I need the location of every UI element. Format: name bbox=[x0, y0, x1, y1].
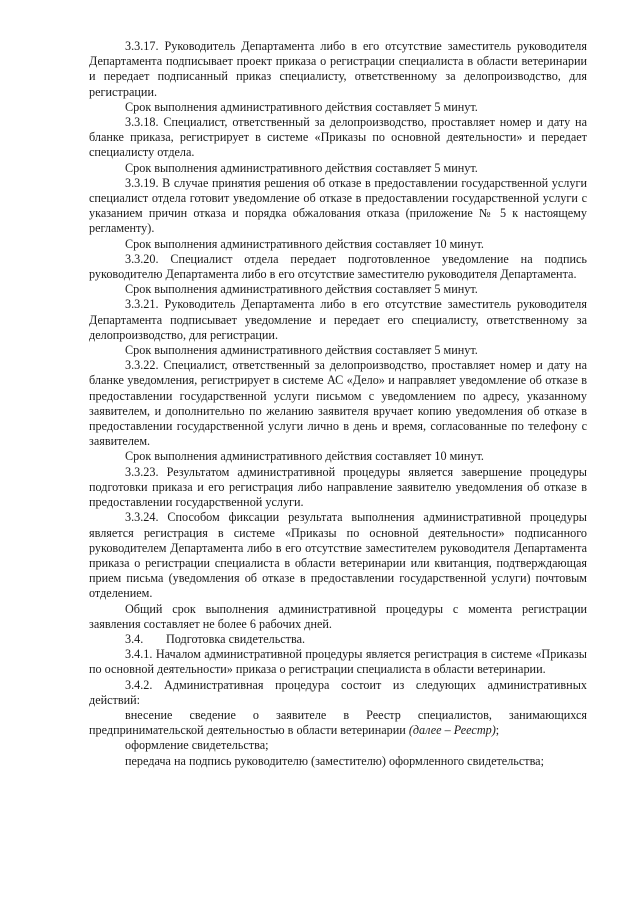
paragraph-3-3-20: 3.3.20. Специалист отдела передает подготовленное уведомление на подпись руководителю Департамента либо в его отсутствие заместителю руководителя Департамента. bbox=[89, 251, 587, 282]
paragraph-3-3-22: 3.3.22. Специалист, ответственный за делопроизводство, проставляет номер и дату на бланке уведомления, регистрирует в системе АС «Дело» и направляет уведомление об отказе в предоставлении государственной услуги письмом с уведомлением по адресу, указанному заявителем, и дополнительно по желанию заявителя вручает копию уведомления об отказе в предоставлении государственной услуги лично в день и время, согласованные по телефону с заявителем. bbox=[89, 358, 587, 449]
paragraph-3-3-23: 3.3.23. Результатом административной процедуры является завершение процедуры подготовки приказа и его регистрация либо направление заявителю уведомления об отказе в предоставлении государственной услуги. bbox=[89, 464, 587, 510]
paragraph-3-4-1: 3.4.1. Началом административной процедуры является регистрация в системе «Приказы по основной деятельности» приказа о регистрации специалиста в области ветеринарии. bbox=[89, 647, 587, 677]
paragraph-deadline: Срок выполнения административного действия составляет 10 минут. bbox=[125, 449, 484, 464]
paragraph-deadline: Срок выполнения административного действия составляет 5 минут. bbox=[125, 343, 478, 358]
paragraph-3-3-18: 3.3.18. Специалист, ответственный за делопроизводство, проставляет номер и дату на бланке приказа, регистрирует в системе «Приказы по основной деятельности» и передает специалисту отдела. bbox=[89, 115, 587, 160]
section-number: 3.4. bbox=[125, 631, 144, 646]
paragraph-3-4-2: 3.4.2. Административная процедура состоит из следующих административных действий: bbox=[89, 677, 587, 707]
list-item-signature: передача на подпись руководителю (заместителю) оформленного свидетельства; bbox=[125, 753, 544, 768]
list-item-certificate: оформление свидетельства; bbox=[125, 738, 269, 753]
paragraph-deadline: Срок выполнения административного действия составляет 5 минут. bbox=[125, 99, 478, 114]
list-item-registry-punct: ; bbox=[495, 723, 500, 738]
paragraph-deadline: Срок выполнения административного действия составляет 10 минут. bbox=[125, 236, 484, 251]
section-title: Подготовка свидетельства. bbox=[166, 631, 306, 646]
paragraph-3-3-21: 3.3.21. Руководитель Департамента либо в его отсутствие заместитель руководителя Департамента подписывает уведомление и передает его специалисту, ответственному за делопроизводство, для регистрации. bbox=[89, 297, 587, 342]
paragraph-3-3-19: 3.3.19. В случае принятия решения об отказе в предоставлении государственной услуги специалист отдела готовит уведомление об отказе в предоставлении государственной услуги с указанием причин отказа и порядка обжалования отказа (приложение № 5 к настоящему регламенту). bbox=[89, 175, 587, 236]
paragraph-deadline: Срок выполнения административного действия составляет 5 минут. bbox=[125, 282, 478, 297]
list-item-registry-text: внесение сведение о заявителе в Реестр специалистов, занимающихся предпринимательской деятельностью в области ветеринарии bbox=[89, 707, 587, 738]
section-heading bbox=[89, 632, 587, 647]
paragraph-3-3-24: 3.3.24. Способом фиксации результата выполнения административной процедуры является регистрация в системе «Приказы по основной деятельности» подписанного руководителем Департамента либо в его отсутствие заместителем руководителя Департамента приказа о регистрации специалиста в области ветеринарии или квитанция, подтверждающая прием письма (уведомления об отказе в предоставлении государственной услуги) почтовым отделением. bbox=[89, 510, 587, 601]
paragraph-deadline: Срок выполнения административного действия составляет 5 минут. bbox=[125, 160, 478, 175]
list-item-registry bbox=[89, 708, 587, 738]
list-item-registry-abbrev: (далее – Реестр) bbox=[408, 723, 496, 738]
paragraph-3-3-17: 3.3.17. Руководитель Департамента либо в его отсутствие заместитель руководителя Департамента подписывает проект приказа о регистрации специалиста в области ветеринарии и передает подписанный приказ специалисту, ответственному за делопроизводство, для регистрации. bbox=[89, 39, 587, 99]
paragraph-total-deadline: Общий срок выполнения административной процедуры с момента регистрации заявления составляет не более 6 рабочих дней. bbox=[89, 601, 587, 631]
